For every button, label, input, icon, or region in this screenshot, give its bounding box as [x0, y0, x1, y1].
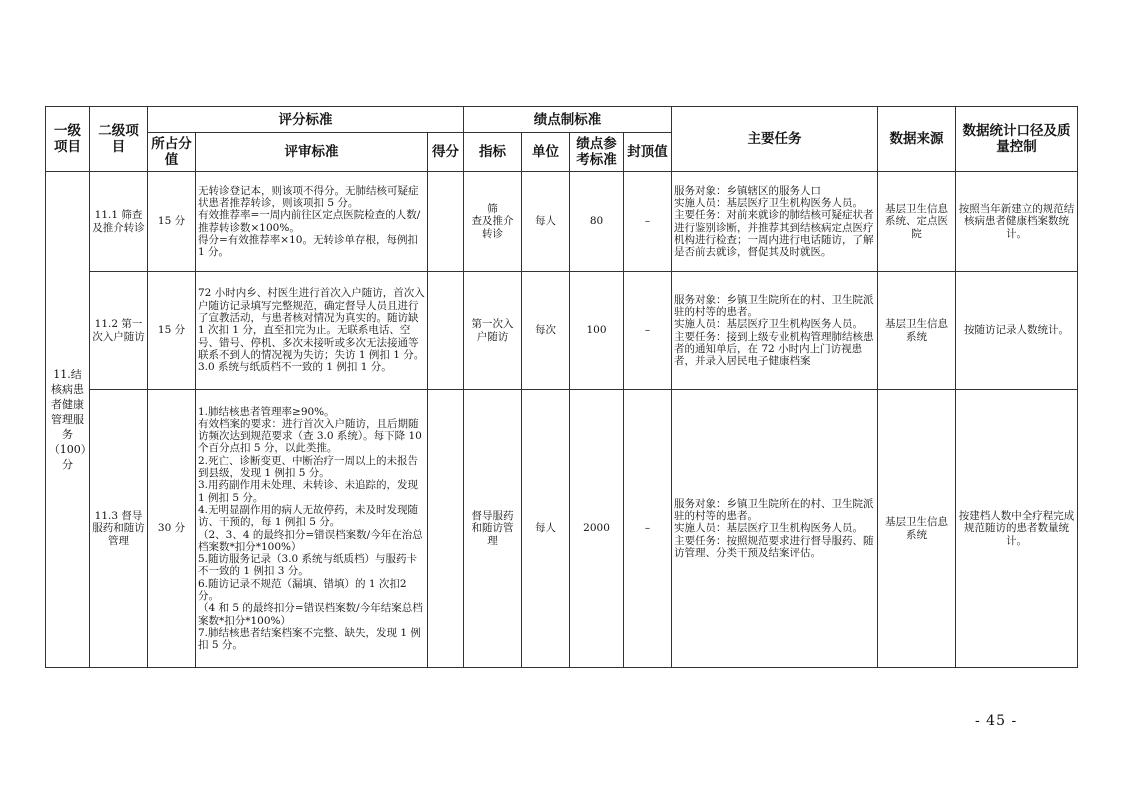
item-source: 基层卫生信息系统 [878, 390, 956, 668]
item-unit: 每次 [522, 272, 570, 390]
category-cell: 11.结核病患者健康管理服务（100）分 [46, 172, 90, 668]
item-criteria: 无转诊登记本，则该项不得分。无肺结核可疑症状患者推荐转诊，则该项扣 5 分。 有效推荐率=一周内前往区定点医院检查的人数/推荐转诊数×100%。 得分=有效推荐率×10。无转诊单存根，每例扣 1 分。 [196, 172, 428, 272]
item-name: 11.2 第一次入户随访 [90, 272, 148, 390]
item-criteria: 72 小时内乡、村医生进行首次入户随访，首次入户随访记录填写完整规范，确定督导人员且进行了宣教活动，与患者核对情况为真实的。随访缺 1 次扣 1 分，直至扣完为止。无联系电话、空号、错号、停机、多次未接听或多次无法接通等联系不到人的情况视为失访；失访 1 例扣 1 分。 3.0 系统与纸质档不一致的 1 例扣 1 分。 [196, 272, 428, 390]
item-cap: – [624, 390, 672, 668]
header-level1: 一级项目 [46, 107, 90, 172]
table-row [46, 272, 1078, 390]
page-number: - 45 - [975, 713, 1018, 729]
item-tasks: 服务对象：乡镇卫生院所在的村、卫生院派驻的村等的患者。 实施人员：基层医疗卫生机构医务人员。 主要任务：接到上级专业机构管理肺结核患者的通知单后，在 72 小时内上门访视患者，并录入居民电子健康档案 [672, 272, 878, 390]
table-row [46, 172, 1078, 272]
header-data-source: 数据来源 [878, 107, 956, 172]
header-cap-value: 封顶值 [624, 133, 672, 172]
item-name: 11.3 督导服药和随访管理 [90, 390, 148, 668]
item-reference: 2000 [570, 390, 624, 668]
performance-table [45, 106, 1078, 668]
item-score [428, 390, 464, 668]
item-unit: 每人 [522, 172, 570, 272]
item-source: 基层卫生信息系统、定点医院 [878, 172, 956, 272]
header-review-criteria: 评审标准 [196, 133, 428, 172]
header-main-tasks: 主要任务 [672, 107, 878, 172]
item-indicator: 第一次入 户随访 [464, 272, 522, 390]
item-name: 11.1 筛查及推介转诊 [90, 172, 148, 272]
item-tasks: 服务对象：乡镇卫生院所在的村、卫生院派驻的村等的患者。 实施人员：基层医疗卫生机构医务人员。 主要任务：按照规范要求进行督导服药、随访管理、分类干预及结案评估。 [672, 390, 878, 668]
item-score [428, 172, 464, 272]
header-stat-caliber: 数据统计口径及质量控制 [956, 107, 1078, 172]
header-reference-standard: 绩点参考标准 [570, 133, 624, 172]
header-score: 得分 [428, 133, 464, 172]
item-control: 按随访记录人数统计。 [956, 272, 1078, 390]
item-source: 基层卫生信息系统 [878, 272, 956, 390]
item-score [428, 272, 464, 390]
item-criteria: 1.肺结核患者管理率≥90%。 有效档案的要求：进行首次入户随访，且后期随访频次达到规范要求（查 3.0 系统）。每下降 10 个百分点扣 5 分，以此类推。 2.死亡、诊断变更、中断治疗一周以上的未报告到县级，发现 1 例扣 5 分。 3.用药副作用未处理、未转诊、未追踪的，发现 1 例扣 5 分。 4.无明显副作用的病人无故停药，未及时发现随访、干预的，每 1 例扣 5 分。 （2、3、4 的最终扣分=错误档案数/今年在治总档案数*扣分*100%） 5.随访服务记录（3.0 系统与纸质档）与服药卡不一致的 1 例扣 3 分。 6.随访记录不规范（漏填、错填）的 1 次扣2 分。 （4 和 5 的最终扣分=错误档案数/今年结案总档案数*扣分*100%） 7.肺结核患者结案档案不完整、缺失，发现 1 例扣 5 分。 [196, 390, 428, 668]
header-indicator: 指标 [464, 133, 522, 172]
item-control: 按建档人数中全疗程完成规范随访的患者数量统计。 [956, 390, 1078, 668]
item-points: 15 分 [148, 272, 196, 390]
item-cap: – [624, 172, 672, 272]
header-performance-standard: 绩点制标准 [464, 107, 672, 133]
item-control: 按照当年新建立的规范结核病患者健康档案数统计。 [956, 172, 1078, 272]
header-score-share: 所占分值 [148, 133, 196, 172]
item-unit: 每人 [522, 390, 570, 668]
item-cap: – [624, 272, 672, 390]
header-level2: 二级项目 [90, 107, 148, 172]
header-scoring-standard: 评分标准 [148, 107, 464, 133]
table-row [46, 390, 1078, 668]
item-reference: 80 [570, 172, 624, 272]
item-indicator: 督导服药 和随访管 理 [464, 390, 522, 668]
item-points: 15 分 [148, 172, 196, 272]
item-tasks: 服务对象：乡镇辖区的服务人口 实施人员：基层医疗卫生机构医务人员。 主要任务：对前来就诊的肺结核可疑症状者进行鉴别诊断，并推荐其到结核病定点医疗机构进行检查；一周内进行电话随访，了解是否前去就诊，督促其及时就医。 [672, 172, 878, 272]
item-indicator: 筛 查及推介 转诊 [464, 172, 522, 272]
item-reference: 100 [570, 272, 624, 390]
item-points: 30 分 [148, 390, 196, 668]
header-unit: 单位 [522, 133, 570, 172]
